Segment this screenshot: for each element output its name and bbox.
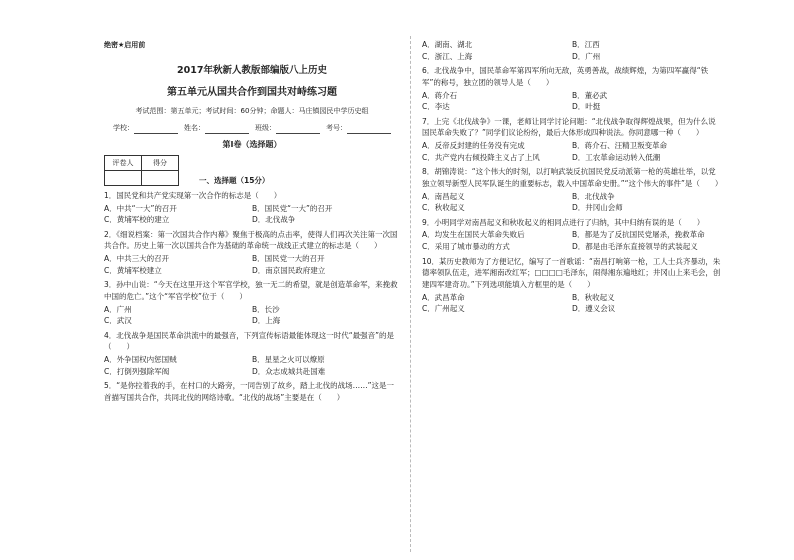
section-heading: 一、选择题（15分） <box>199 176 270 186</box>
question-stem: 5．“是你拉着我的手，在村口的大路旁，一同告别了故乡，踏上北伐的战场……”这是一首描写国共合作，共同北伐的网络诗歌。“北伐的战场”主要是在（ ） <box>104 381 395 402</box>
answer-option[interactable]: C．黄埔军校建立 <box>104 265 162 275</box>
answer-option[interactable]: B．秋收起义 <box>572 292 615 302</box>
answer-option[interactable]: B．国民党一大的召开 <box>252 254 325 264</box>
answer-option[interactable]: D．广州 <box>572 51 601 61</box>
answer-option[interactable]: C．黄埔军校的建立 <box>104 215 170 225</box>
score-header-grader: 评卷人 <box>105 156 142 171</box>
question-stem: 7．上完《北伐战争》一课，老师让同学讨论问题：“北伐战争取得辉煌战果，但为什么说国民革命失败了？”同学们议论纷纷，最后大体形成四种说法。你同意哪一种（ ） <box>422 116 716 138</box>
answer-option[interactable]: D．遵义会议 <box>572 304 616 314</box>
question-stem: 1．国民党和共产党实现第一次合作的标志是（ ） <box>104 190 282 200</box>
question-item <box>104 190 400 226</box>
answer-option[interactable]: C．武汉 <box>104 316 132 326</box>
left-column <box>104 36 400 404</box>
answer-option[interactable]: C．浙江、上海 <box>422 51 473 61</box>
answer-options <box>422 90 722 113</box>
field-name[interactable]: 姓名： <box>184 123 249 134</box>
answer-option[interactable]: D．北伐战争 <box>252 215 296 225</box>
question-stem: 2．《细说档案：第一次国共合作内幕》聚焦于极高的点击率，使得人们再次关注第一次国共合作。历史上第一次以国共合作为基础的革命统一战线正式建立的标志是（ ） <box>104 229 398 251</box>
answer-options <box>104 304 400 327</box>
question-item <box>422 256 722 315</box>
answer-option[interactable]: A．中共“一大”的召开 <box>104 203 177 213</box>
secret-label: 绝密★启用前 <box>104 41 146 49</box>
answer-option[interactable]: D．上海 <box>252 316 281 326</box>
answer-option[interactable]: B．都是为了反抗国民党屠杀，挽救革命 <box>572 230 705 240</box>
field-school[interactable]: 学校： <box>113 123 178 134</box>
answer-options <box>422 140 722 163</box>
score-table <box>104 155 179 186</box>
answer-options <box>104 354 400 377</box>
answer-option[interactable]: A．中共三大的召开 <box>104 254 170 264</box>
question-item <box>422 65 722 113</box>
score-cell <box>105 171 142 186</box>
question-stem: 10．某历史教师为了方便记忆，编写了一首歌谣：“南昌打响第一枪，工人士兵齐暴动，朱德率领队伍走，进军湘南改红军；□□□□毛泽东，闹得湘东遍地红；井冈山上来毛会，创建四军建奇功。”下列选项能填入方框里的是（ ） <box>422 256 721 289</box>
question-stem: 8．胡锦涛说：“这个伟大的时刻，以打响武装反抗国民党反动派第一枪的英雄壮举，以党独立领导新型人民军队诞生的重要标志，载入中国革命史册。”“这个伟大的事件”是（ ） <box>422 167 723 188</box>
answer-option[interactable]: B．星星之火可以燎原 <box>252 355 325 365</box>
answer-option[interactable]: C．采用了城市暴动的方式 <box>422 242 510 251</box>
answer-options <box>422 292 722 315</box>
answer-option[interactable]: D．众志成城共赴国难 <box>252 366 326 376</box>
answer-option[interactable]: D．井冈山会师 <box>572 203 623 213</box>
question-stem: 4．北伐战争是国民革命洪流中的最强音，下列宣传标语最能体现这一时代“最强音”的是（ ） <box>104 330 395 352</box>
student-info-fields <box>104 123 400 134</box>
answer-option[interactable]: B．董必武 <box>572 90 608 100</box>
answer-option[interactable]: A．湖南、湖北 <box>422 40 473 49</box>
answer-option[interactable]: D．南京国民政府建立 <box>252 265 326 275</box>
field-number[interactable]: 考号： <box>326 123 391 134</box>
answer-option[interactable]: B．长沙 <box>252 304 280 314</box>
answer-option[interactable]: A．武昌革命 <box>422 292 465 302</box>
question-item <box>104 330 400 378</box>
answer-option[interactable]: C．广州起义 <box>422 304 465 314</box>
right-column <box>422 36 722 315</box>
score-header-score: 得分 <box>142 156 179 171</box>
question-item <box>422 217 722 253</box>
question-stem: 3．孙中山说：“今天在这里开这个军官学校，独一无二的希望，就是创造革命军，来挽救中国的危亡。”这个“军官学校”位于（ ） <box>104 280 398 301</box>
answer-option[interactable]: A．广州 <box>104 304 132 314</box>
question-item <box>422 116 722 164</box>
answer-option[interactable]: C．共产党内右倾投降主义占了上风 <box>422 152 540 162</box>
answer-option[interactable]: A．蒋介石 <box>422 90 458 100</box>
question-item <box>422 39 722 62</box>
question-item <box>104 279 400 327</box>
right-question-list <box>422 39 722 315</box>
question-item <box>104 229 400 277</box>
exam-meta: 考试范围：第五单元；考试时间：60分钟；命题人：马庄镇园民中学历史组 <box>135 107 369 116</box>
answer-option[interactable]: A．南昌起义 <box>422 191 465 201</box>
answer-options <box>104 253 400 276</box>
field-class[interactable]: 班级： <box>255 123 320 134</box>
answer-option[interactable]: C．李达 <box>422 102 450 112</box>
answer-option[interactable]: A．外争国权内惩国贼 <box>104 355 177 365</box>
answer-option[interactable]: A．反帝反封建的任务没有完成 <box>422 141 525 150</box>
answer-options <box>422 229 722 252</box>
exam-subtitle: 第五单元从国共合作到国共对峙练习题 <box>167 86 337 98</box>
exam-title: 2017年秋新人教版部编版八上历史 <box>177 65 327 76</box>
question-item <box>104 380 400 403</box>
answer-option[interactable]: B．北伐战争 <box>572 191 615 201</box>
answer-options <box>104 203 400 226</box>
score-area <box>104 155 400 187</box>
fold-line <box>410 36 411 552</box>
score-cell <box>142 171 179 186</box>
answer-option[interactable]: C．打倒列强除军阀 <box>104 366 170 376</box>
answer-option[interactable]: D．工农革命运动转入低潮 <box>572 152 661 162</box>
left-question-list <box>104 190 400 404</box>
answer-option[interactable]: D．叶挺 <box>572 102 601 112</box>
question-item <box>422 166 722 214</box>
answer-option[interactable]: C．秋收起义 <box>422 203 465 213</box>
answer-option[interactable]: B．国民党“一大”的召开 <box>252 203 333 213</box>
question-stem: 6．北伐战争中，国民革命军第四军所向无敌，英勇善战，战绩辉煌，为第四军赢得“铁军”的称号，独立团的领导人是（ ） <box>422 66 709 87</box>
volume-heading: 第Ⅰ卷（选择题） <box>222 139 282 149</box>
answer-option[interactable]: B．江西 <box>572 40 600 49</box>
answer-options <box>422 39 722 62</box>
answer-option[interactable]: D．都是由毛泽东直接领导的武装起义 <box>572 242 698 251</box>
answer-option[interactable]: A．均发生在国民大革命失败后 <box>422 230 525 240</box>
answer-option[interactable]: B．蒋介石、汪精卫叛变革命 <box>572 141 668 150</box>
question-stem: 9．小明同学对南昌起义和秋收起义的相同点进行了归纳，其中归纳有误的是（ ） <box>422 217 705 227</box>
answer-options <box>422 191 722 214</box>
